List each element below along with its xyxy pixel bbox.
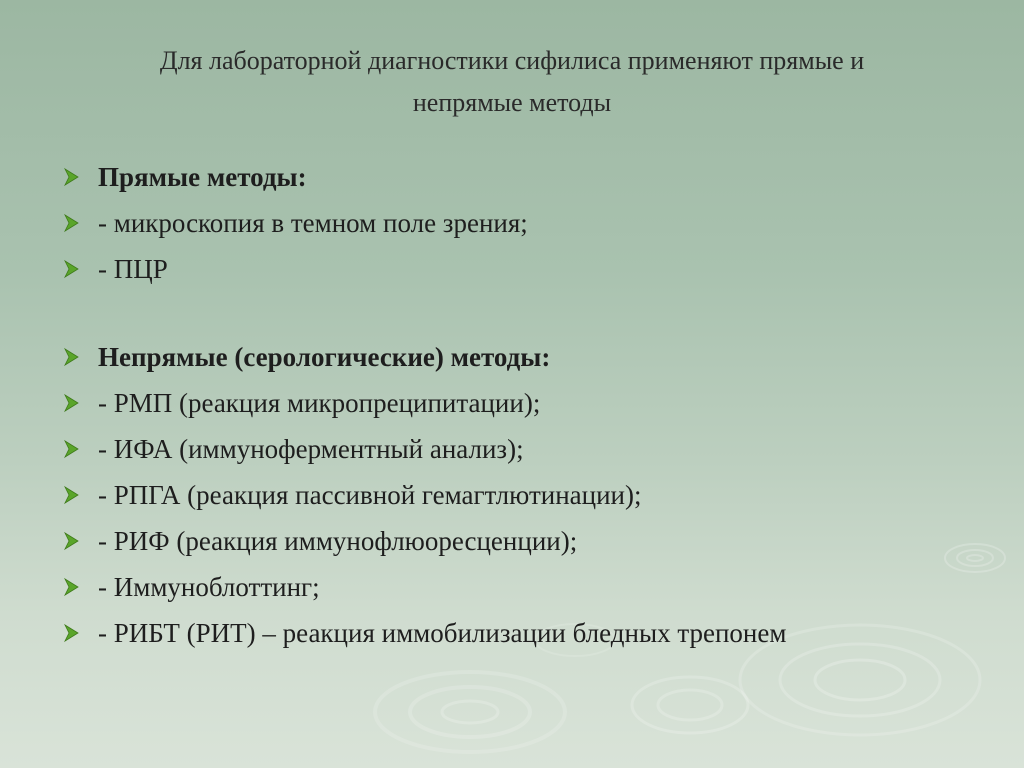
arrowhead-bullet-icon	[64, 439, 98, 459]
list-item	[64, 426, 964, 472]
title-line-1: Для лабораторной диагностики сифилиса применяют прямые и	[159, 46, 865, 75]
slide-title	[60, 40, 964, 124]
arrowhead-bullet-icon	[64, 623, 98, 643]
arrowhead-bullet-icon	[64, 213, 98, 233]
arrowhead-bullet-icon	[64, 393, 98, 413]
list-item-text: - РМП (реакция микропреципитации);	[98, 387, 541, 418]
list-item	[64, 246, 964, 292]
arrowhead-bullet-icon	[64, 577, 98, 597]
list-item	[64, 200, 964, 246]
list-item-text: Непрямые (серологические) методы:	[98, 341, 551, 372]
arrowhead-bullet-icon	[64, 347, 98, 367]
list-item-text: - микроскопия в темном поле зрения;	[98, 207, 528, 238]
arrowhead-bullet-icon	[64, 531, 98, 551]
list-item	[64, 472, 964, 518]
list-item	[64, 564, 964, 610]
title-line-2: непрямые методы	[412, 88, 612, 117]
list-item-text: - ПЦР	[98, 253, 168, 284]
methods-list	[64, 154, 964, 656]
list-item	[64, 610, 964, 656]
list-item-text: - ИФА (иммуноферментный анализ);	[98, 433, 524, 464]
arrowhead-bullet-icon	[64, 485, 98, 505]
list-item-text: - РИФ (реакция иммунофлюоресценции);	[98, 525, 578, 556]
list-item	[64, 518, 964, 564]
list-item-direct-header	[64, 154, 964, 200]
list-item-text: - Иммуноблоттинг;	[98, 571, 320, 602]
arrowhead-bullet-icon	[64, 167, 98, 187]
list-item-text: Прямые методы:	[98, 161, 307, 192]
list-item-text: - РПГА (реакция пассивной гемагтлютинации);	[98, 479, 642, 510]
list-item-text: - РИБТ (РИТ) – реакция иммобилизации бледных трепонем	[98, 617, 787, 648]
list-item-indirect-header	[64, 334, 964, 380]
arrowhead-bullet-icon	[64, 259, 98, 279]
list-item	[64, 380, 964, 426]
